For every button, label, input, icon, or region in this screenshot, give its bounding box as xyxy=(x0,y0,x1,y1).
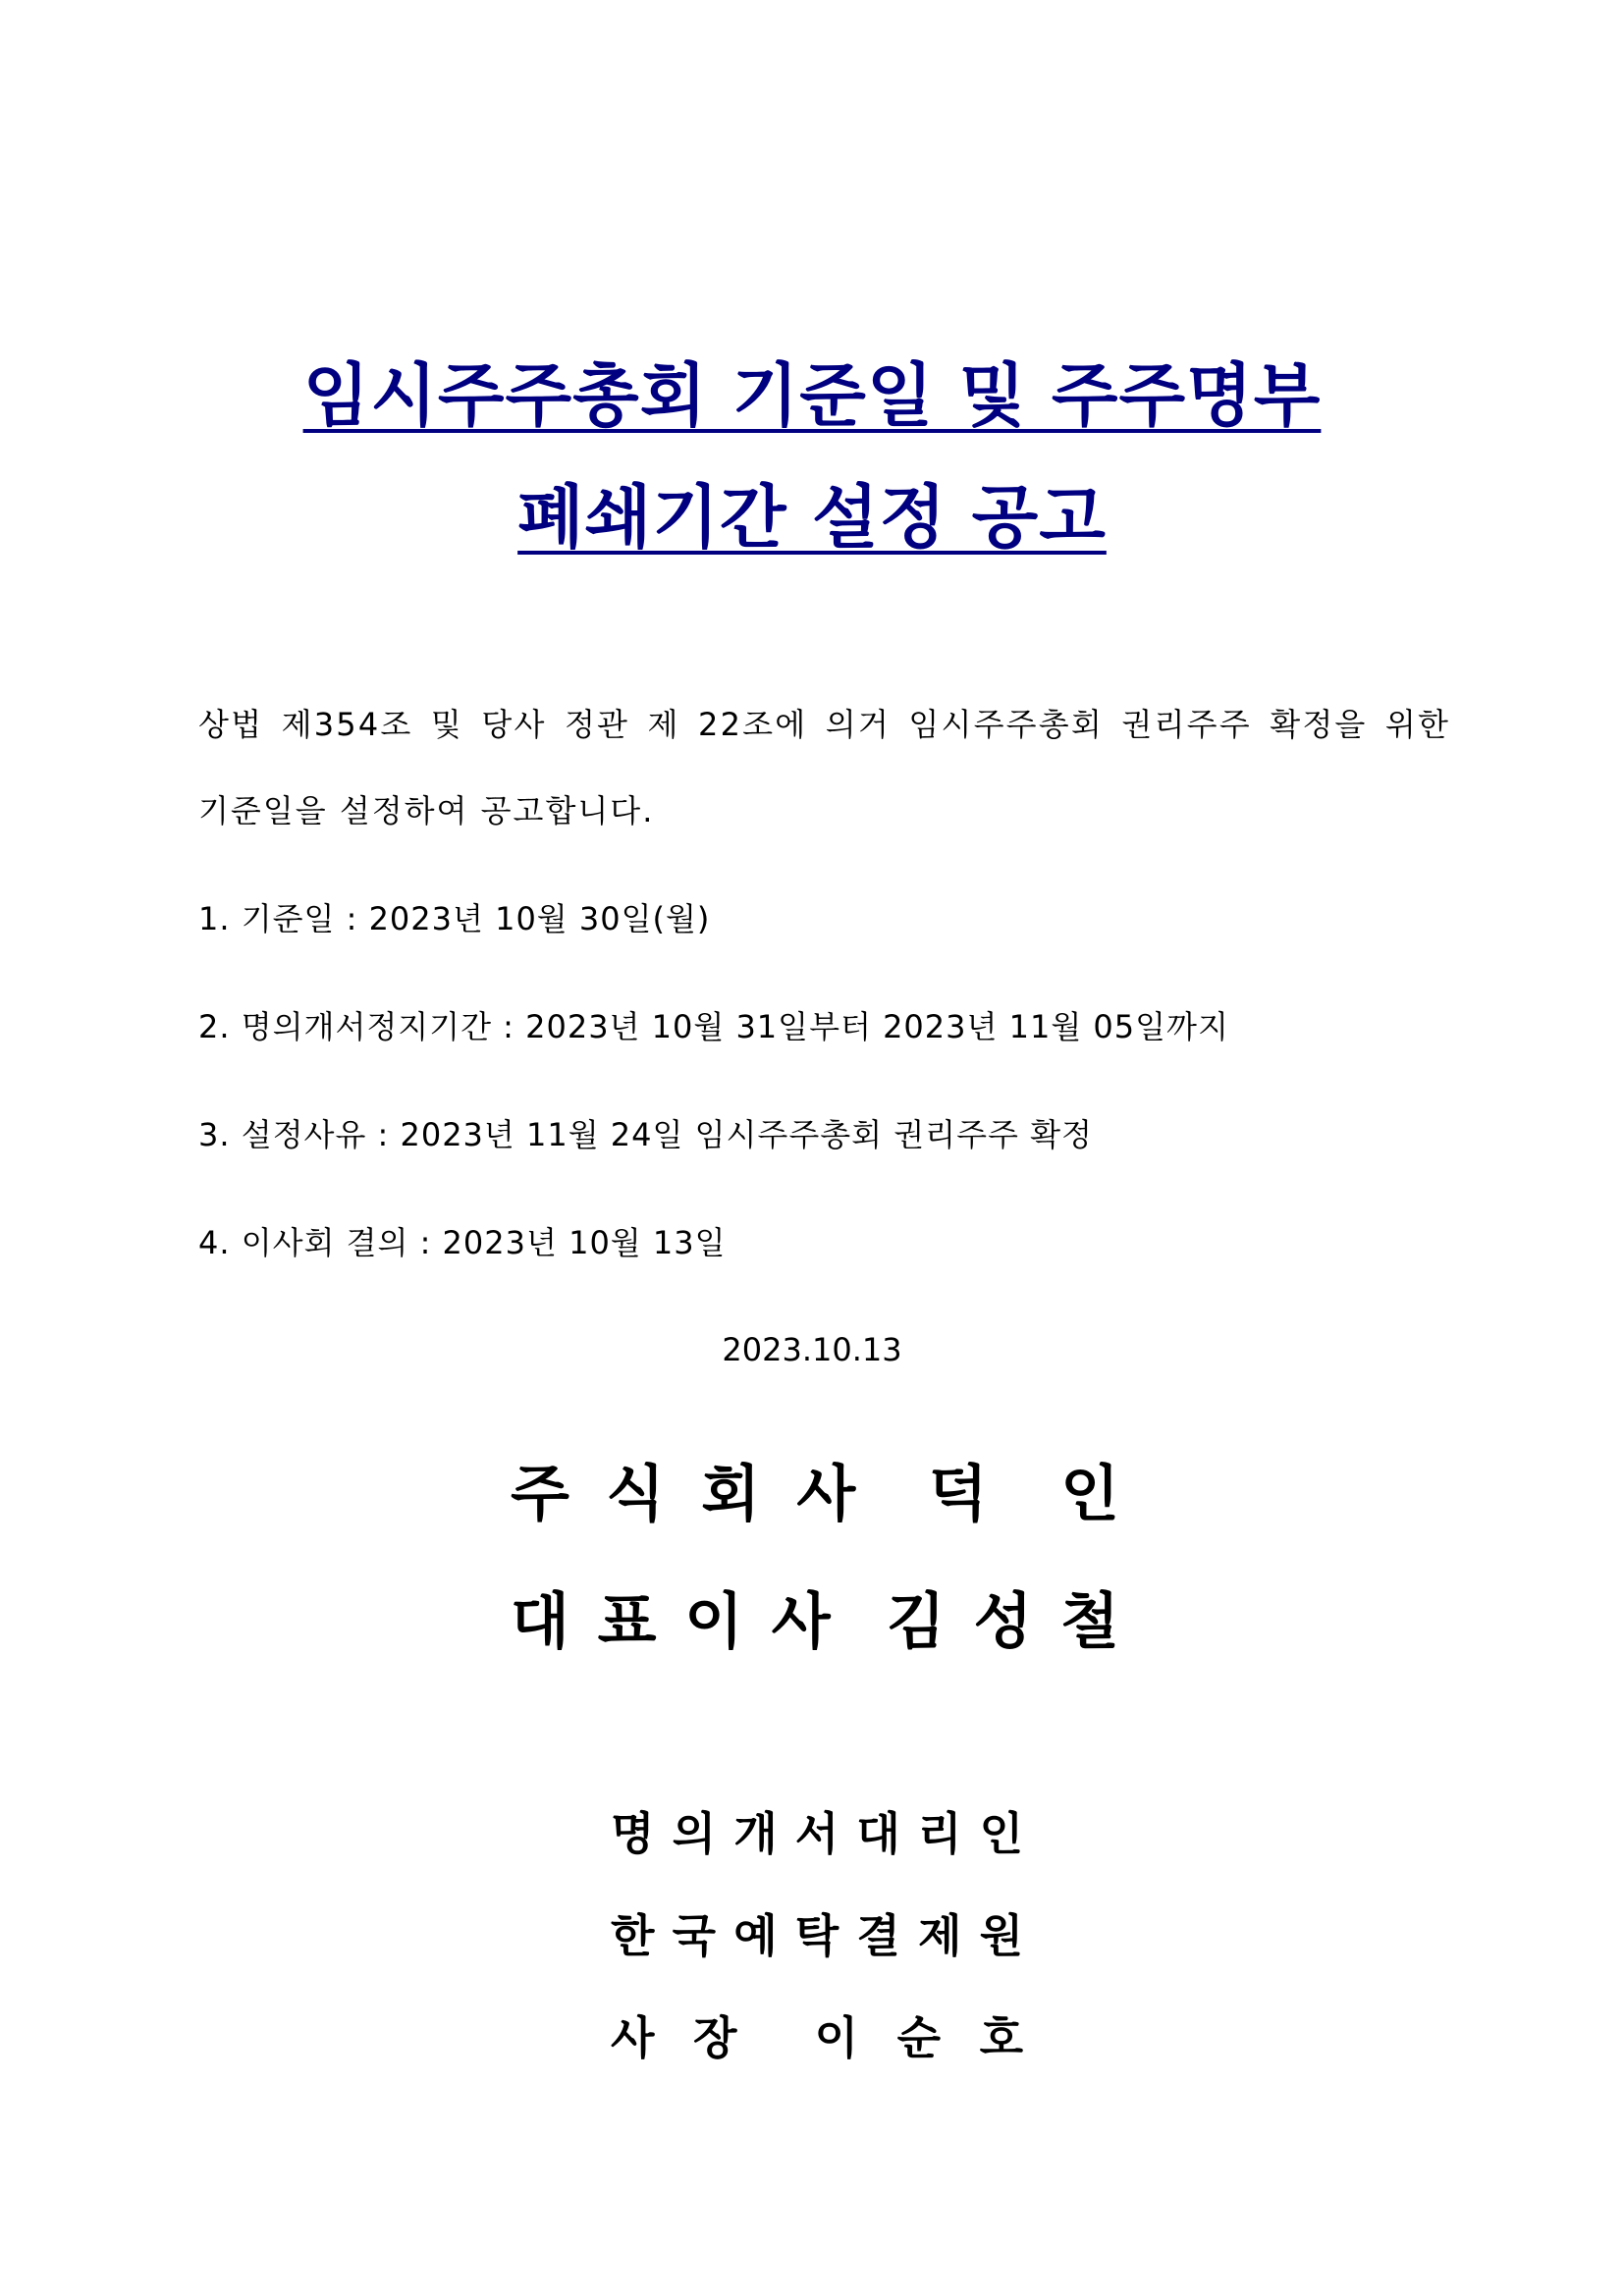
company-name-char: 사 xyxy=(796,1458,856,1529)
list-item-record-date: 1. 기준일 : 2023년 10월 30일(월) xyxy=(198,900,711,937)
company-name xyxy=(511,1455,1119,1533)
notice-title-line-2 xyxy=(0,473,1624,561)
ceo-name-char: 사 xyxy=(771,1585,831,1657)
agent-head-char: 이 xyxy=(814,2011,858,2064)
notice-title-line-1 xyxy=(0,351,1624,440)
agent-org-char: 원 xyxy=(979,1909,1023,1962)
intro-line-2: 기준일을 설정하여 공고합니다. xyxy=(198,792,655,829)
ceo-name-char: 표 xyxy=(597,1585,657,1657)
agent-org-char: 한 xyxy=(611,1909,655,1962)
agent-org-char: 결 xyxy=(856,1909,900,1962)
agent-role-char: 의 xyxy=(672,1807,717,1860)
company-name-char: 인 xyxy=(1060,1458,1119,1529)
company-name-char: 회 xyxy=(701,1458,761,1529)
agent-org-char: 예 xyxy=(733,1909,778,1962)
agent-org-char: 제 xyxy=(917,1909,962,1962)
agent-role-char: 인 xyxy=(979,1807,1023,1860)
company-name-char: 주 xyxy=(511,1458,569,1529)
ceo-name-char: 김 xyxy=(886,1585,946,1657)
agent-role-char: 명 xyxy=(611,1807,655,1860)
agent-role-char: 서 xyxy=(794,1807,839,1860)
agent-role-char: 개 xyxy=(733,1807,778,1860)
agent-head-char: 사 xyxy=(611,2011,655,2064)
agent-org-char: 탁 xyxy=(794,1909,839,1962)
company-name-char: 덕 xyxy=(928,1458,988,1529)
transfer-agent-role xyxy=(611,1804,1023,1863)
notice-date: 2023.10.13 xyxy=(722,1331,902,1368)
ceo-name-char: 대 xyxy=(511,1585,569,1657)
company-name-char: 식 xyxy=(606,1458,666,1529)
ceo-name xyxy=(511,1582,1119,1661)
list-item-suspension-period: 2. 명의개서정지기간 : 2023년 10월 31일부터 2023년 11월 05일까지 xyxy=(198,1008,1229,1045)
ceo-name-char: 철 xyxy=(1060,1585,1119,1657)
agent-role-char: 대 xyxy=(856,1807,900,1860)
intro-line-1: 상법 제354조 및 당사 정관 제 22조에 의거 임시주주총회 권리주주 확정을 위한 xyxy=(198,706,1451,743)
agent-role-char: 리 xyxy=(917,1807,962,1860)
agent-head-char: 호 xyxy=(979,2011,1023,2064)
agent-head-char: 순 xyxy=(896,2011,941,2064)
notice-title-line-1-text: 임시주주총회 기준일 및 주주명부 xyxy=(302,355,1322,436)
list-item-reason: 3. 설정사유 : 2023년 11월 24일 임시주주총회 권리주주 확정 xyxy=(198,1116,1093,1153)
transfer-agent-head xyxy=(611,2008,1023,2067)
ceo-name-char: 이 xyxy=(684,1585,744,1657)
transfer-agent-org xyxy=(611,1906,1023,1965)
notice-title-line-2-text: 폐쇄기간 설정 공고 xyxy=(517,477,1107,558)
agent-org-char: 국 xyxy=(672,1909,717,1962)
ceo-name-char: 성 xyxy=(973,1585,1033,1657)
list-item-board-resolution: 4. 이사회 결의 : 2023년 10월 13일 xyxy=(198,1224,727,1261)
agent-head-char: 장 xyxy=(693,2011,737,2064)
